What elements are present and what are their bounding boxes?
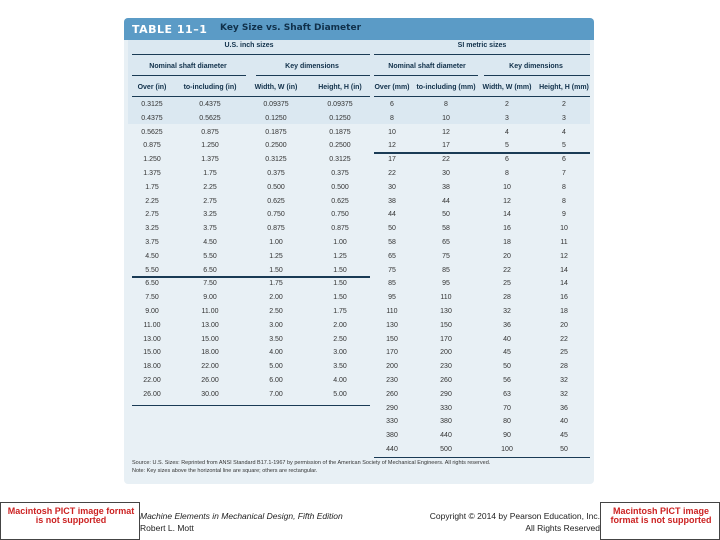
si-cell: 50: [388, 225, 396, 233]
pict-label-right: Macintosh PICT image format is not supported: [610, 506, 712, 525]
us-cell: 4.00: [269, 349, 283, 357]
si-cell: 5: [562, 142, 566, 150]
us-group-rule: [132, 54, 370, 55]
us-sub-rule-right: [256, 75, 370, 76]
si-cell: 95: [388, 294, 396, 302]
us-cell: 0.875: [143, 142, 161, 150]
us-sub-key: Key dimensions: [285, 63, 339, 70]
si-cell: 380: [386, 432, 398, 440]
si-cell: 40: [560, 418, 568, 426]
us-cell: 18.00: [201, 349, 219, 357]
si-cell: 380: [440, 418, 452, 426]
si-cell: 44: [388, 211, 396, 219]
us-cell: 0.1250: [329, 114, 351, 122]
si-cell: 4: [505, 128, 509, 136]
si-cell: 260: [386, 390, 398, 398]
si-cell: 6: [505, 156, 509, 164]
us-cell: 1.25: [333, 252, 347, 260]
si-cell: 100: [501, 446, 513, 453]
source-note: [132, 459, 588, 475]
us-cell: 1.375: [143, 170, 161, 177]
us-cell: 0.875: [331, 225, 349, 233]
us-cell: 0.3125: [265, 156, 287, 164]
si-cell: 500: [440, 446, 452, 453]
us-cell: 0.500: [267, 183, 285, 191]
us-cell: 3.50: [333, 363, 347, 371]
si-sub-rule-left: [374, 75, 478, 76]
us-cell: 9.00: [203, 294, 217, 302]
us-cell: 4.50: [145, 252, 159, 260]
si-cell: 2: [505, 101, 509, 108]
us-cell: 5.50: [145, 266, 159, 274]
si-cell: 56: [503, 377, 511, 384]
us-cell: 2.75: [203, 197, 217, 205]
si-cell: 85: [442, 266, 450, 274]
si-cell: 12: [388, 142, 396, 150]
si-cell: 8: [562, 197, 566, 205]
us-cell: 0.09375: [327, 101, 353, 108]
us-cell: 0.875: [201, 128, 219, 136]
us-cell: 0.3125: [141, 101, 163, 108]
si-cell: 20: [503, 252, 511, 260]
us-cell: 11.00: [201, 308, 219, 315]
us-cell: 22.00: [143, 377, 161, 384]
us-sub-nominal: Nominal shaft diameter: [149, 63, 227, 70]
si-cell: 32: [560, 377, 568, 384]
si-group-rule: [374, 54, 590, 55]
si-cell: 12: [442, 128, 450, 136]
us-cell: 2.25: [145, 197, 159, 205]
si-cell: 16: [503, 225, 511, 233]
pict-placeholder-right: [600, 502, 720, 540]
us-cell: 1.75: [333, 308, 347, 315]
si-col-over: Over (mm): [374, 84, 410, 91]
si-cell: 130: [386, 321, 398, 329]
us-cell: 7.00: [269, 390, 283, 398]
si-cell: 22: [560, 335, 568, 343]
si-cell: 290: [386, 404, 398, 412]
si-cell: 90: [503, 432, 511, 440]
us-col-height: Height, H (in): [318, 84, 362, 91]
si-cell: 45: [560, 432, 568, 440]
us-cell: 0.09375: [263, 101, 289, 108]
us-col-rule: [132, 96, 370, 97]
si-cell: 65: [442, 239, 450, 246]
us-cell: 15.00: [201, 335, 219, 343]
si-cell: 12: [560, 252, 568, 260]
si-cell: 14: [560, 280, 568, 288]
si-cell: 95: [442, 280, 450, 288]
us-cell: 3.50: [269, 335, 283, 343]
si-cell: 17: [442, 142, 450, 150]
us-cell: 0.750: [331, 211, 349, 219]
us-cell: 9.00: [145, 308, 159, 315]
si-cell: 7: [562, 170, 566, 177]
si-cell: 22: [442, 156, 450, 164]
si-cell: 170: [440, 335, 452, 343]
us-cell: 0.625: [331, 197, 349, 205]
si-cell: 10: [388, 128, 396, 136]
si-cell: 58: [442, 225, 450, 233]
us-cell: 3.25: [145, 225, 159, 233]
us-cell: 5.00: [333, 390, 347, 398]
book-title: Machine Elements in Mechanical Design, Fifth Edition: [140, 511, 343, 521]
si-cell: 44: [442, 197, 450, 205]
si-col-height: Height, H (mm): [539, 84, 589, 91]
rights-line: All Rights Reserved: [525, 523, 600, 533]
si-cell: 14: [560, 266, 568, 274]
si-cell: 18: [503, 239, 511, 246]
us-cell: 4.00: [333, 377, 347, 384]
si-cell: 20: [560, 321, 568, 329]
us-cell: 2.25: [203, 183, 217, 191]
si-cell: 3: [505, 114, 509, 122]
us-cell: 1.375: [201, 156, 219, 164]
footer: [0, 502, 720, 540]
si-cell: 110: [386, 308, 398, 315]
si-cell: 110: [440, 294, 452, 302]
us-cell: 0.1250: [265, 114, 287, 122]
si-sub-key: Key dimensions: [509, 63, 563, 70]
si-cell: 230: [440, 363, 452, 371]
us-cell: 2.00: [269, 294, 283, 302]
si-col-width: Width, W (mm): [482, 84, 532, 91]
us-cell: 0.750: [267, 211, 285, 219]
si-cell: 14: [503, 211, 511, 219]
us-cell: 7.50: [203, 280, 217, 288]
si-cell: 30: [388, 183, 396, 191]
book-credit: [140, 510, 390, 534]
si-cell: 260: [440, 377, 452, 384]
us-col-to: to-including (in): [183, 84, 237, 91]
us-cell: 0.2500: [329, 142, 351, 150]
si-cell: 330: [386, 418, 398, 426]
us-cell: 0.4375: [141, 114, 163, 122]
us-cell: 0.875: [267, 225, 285, 233]
us-cell: 1.00: [333, 239, 347, 246]
us-cell: 4.50: [203, 239, 217, 246]
si-cell: 36: [503, 321, 511, 329]
us-cell: 13.00: [201, 321, 219, 329]
us-sub-rule-left: [132, 75, 246, 76]
us-cell: 26.00: [201, 377, 219, 384]
si-cell: 440: [386, 446, 398, 453]
si-cell: 150: [386, 335, 398, 343]
si-cell: 8: [562, 183, 566, 191]
si-cell: 2: [562, 101, 566, 108]
si-cell: 290: [440, 390, 452, 398]
si-cell: 10: [442, 114, 450, 122]
us-cell: 1.250: [201, 142, 219, 150]
si-sub-nominal: Nominal shaft diameter: [388, 63, 466, 70]
si-cell: 63: [503, 390, 511, 398]
us-cell: 0.1875: [329, 128, 351, 136]
us-cell: 0.3125: [329, 156, 351, 164]
us-cell: 1.75: [145, 183, 159, 191]
us-cell: 1.250: [143, 156, 161, 164]
si-cell: 230: [386, 377, 398, 384]
si-cell: 8: [505, 170, 509, 177]
si-cell: 130: [440, 308, 452, 315]
si-cell: 440: [440, 432, 452, 440]
si-cell: 50: [503, 363, 511, 371]
table-card: [124, 18, 594, 484]
si-cell: 38: [388, 197, 396, 205]
us-cell: 3.00: [333, 349, 347, 357]
si-cell: 10: [560, 225, 568, 233]
si-cell: 28: [560, 363, 568, 371]
si-cell: 170: [386, 349, 398, 357]
us-group-label: U.S. inch sizes: [224, 42, 274, 49]
si-cell: 40: [503, 335, 511, 343]
si-cell: 25: [560, 349, 568, 357]
si-cell: 330: [440, 404, 452, 412]
si-cell: 4: [562, 128, 566, 136]
si-cell: 45: [503, 349, 511, 357]
us-cell: 2.00: [333, 321, 347, 329]
us-cell: 6.50: [145, 280, 159, 288]
us-cell: 1.50: [333, 294, 347, 302]
si-cell: 32: [503, 308, 511, 315]
copyright: [380, 510, 600, 534]
us-cell: 3.00: [269, 321, 283, 329]
book-author: Robert L. Mott: [140, 523, 194, 533]
us-cell: 0.375: [331, 170, 349, 177]
us-cell: 15.00: [143, 349, 161, 357]
us-cell: 0.2500: [265, 142, 287, 150]
us-cell: 0.375: [267, 170, 285, 177]
si-cell: 25: [503, 280, 511, 288]
si-cell: 11: [560, 239, 568, 246]
si-cell: 6: [562, 156, 566, 164]
us-cell: 6.50: [203, 266, 217, 274]
us-cell: 5.50: [203, 252, 217, 260]
si-cell: 8: [444, 101, 448, 108]
pict-placeholder-left: [0, 502, 140, 540]
si-cell: 50: [560, 446, 568, 453]
si-cell: 38: [442, 183, 450, 191]
si-col-to: to-including (mm): [416, 84, 476, 91]
source-line: Source: U.S. Sizes: Reprinted from ANSI Standard B17.1-1967 by permission of the American Society of Mechanical Engineers. All rights reserved.: [132, 460, 491, 466]
us-cell: 1.50: [333, 280, 347, 288]
si-cell: 36: [560, 404, 568, 412]
us-cell: 11.00: [143, 321, 161, 329]
us-cell: 1.50: [269, 266, 283, 274]
us-cell: 26.00: [143, 390, 161, 398]
us-cell: 13.00: [143, 335, 161, 343]
us-cell: 0.4375: [199, 101, 221, 108]
si-cell: 200: [386, 363, 398, 371]
si-cell: 85: [388, 280, 396, 288]
us-cell: 1.75: [203, 170, 217, 177]
us-cell: 0.1875: [265, 128, 287, 136]
si-cell: 30: [442, 170, 450, 177]
us-cell: 5.00: [269, 363, 283, 371]
us-cell: 2.50: [269, 308, 283, 315]
copyright-line: Copyright © 2014 by Pearson Education, Inc.: [429, 511, 600, 521]
us-cell: 3.25: [203, 211, 217, 219]
si-cell: 50: [442, 211, 450, 219]
si-cell: 58: [388, 239, 396, 246]
si-cell: 12: [503, 197, 511, 205]
si-sub-rule-right: [484, 75, 590, 76]
si-col-rule: [374, 96, 590, 97]
us-col-over: Over (in): [137, 84, 167, 91]
us-cell: 18.00: [143, 363, 161, 371]
us-bottom-rule: [132, 405, 370, 406]
si-cell: 18: [560, 308, 568, 315]
si-bottom-rule: [374, 457, 590, 458]
us-cell: 0.625: [267, 197, 285, 205]
us-cell: 2.75: [145, 211, 159, 219]
si-cell: 5: [505, 142, 509, 150]
si-group-label: SI metric sizes: [457, 42, 507, 49]
us-cell: 22.00: [201, 363, 219, 371]
si-cell: 150: [440, 321, 452, 329]
us-cell: 1.25: [269, 252, 283, 260]
si-cell: 75: [442, 252, 450, 260]
si-cell: 200: [440, 349, 452, 357]
si-cell: 75: [388, 266, 396, 274]
si-cell: 3: [562, 114, 566, 122]
table-title: Key Size vs. Shaft Diameter: [220, 23, 362, 33]
si-cell: 65: [388, 252, 396, 260]
us-cell: 3.75: [203, 225, 217, 233]
us-cell: 0.5625: [141, 128, 163, 136]
pict-label-left: Macintosh PICT image format is not supported: [7, 506, 135, 525]
si-cell: 28: [503, 294, 511, 302]
us-cell: 2.50: [333, 335, 347, 343]
us-cell: 1.00: [269, 239, 283, 246]
si-cell: 32: [560, 390, 568, 398]
us-cell: 30.00: [201, 390, 219, 398]
si-cell: 8: [390, 114, 394, 122]
si-cell: 22: [503, 266, 511, 274]
si-cell: 70: [503, 404, 511, 412]
si-cell: 16: [560, 294, 568, 302]
si-cell: 80: [503, 418, 511, 426]
us-cell: 3.75: [145, 239, 159, 246]
us-cell: 6.00: [269, 377, 283, 384]
note-line: Note: Key sizes above the horizontal line are square; others are rectangular.: [132, 468, 318, 474]
si-cell: 22: [388, 170, 396, 177]
us-cell: 1.75: [269, 280, 283, 288]
si-cell: 6: [390, 101, 394, 108]
table-header-bar: [124, 18, 594, 40]
si-cell: 10: [503, 183, 511, 191]
table-number: TABLE 11–1: [132, 23, 208, 36]
us-cell: 1.50: [333, 266, 347, 274]
us-cell: 0.500: [331, 183, 349, 191]
us-col-width: Width, W (in): [254, 84, 298, 91]
us-cell: 7.50: [145, 294, 159, 302]
si-cell: 9: [562, 211, 566, 219]
us-cell: 0.5625: [199, 114, 221, 122]
si-cell: 17: [388, 156, 396, 164]
